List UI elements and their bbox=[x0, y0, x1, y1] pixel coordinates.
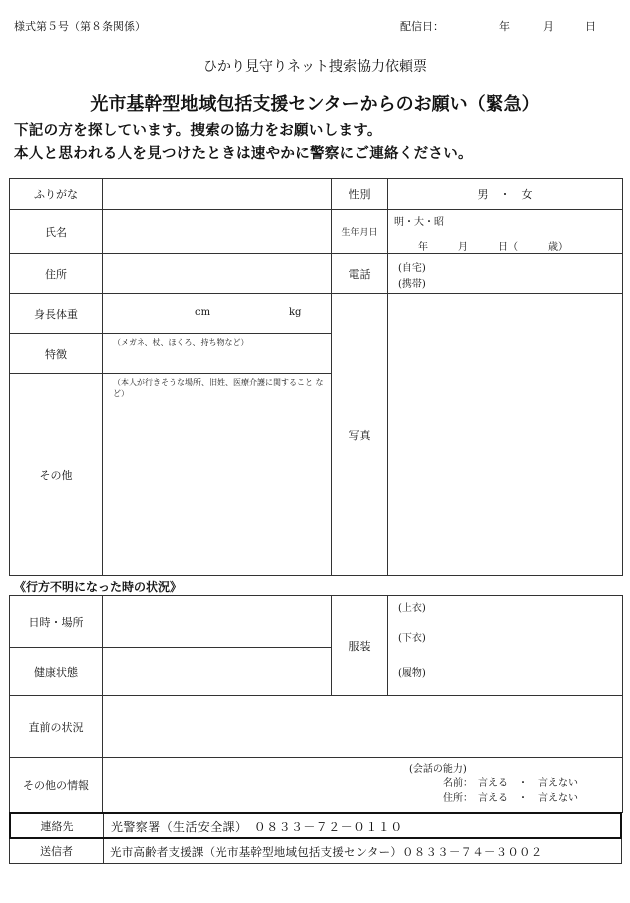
delivery-date-line bbox=[400, 18, 596, 34]
photo-label: 写真 bbox=[332, 294, 388, 576]
address-label: 住所 bbox=[10, 254, 103, 294]
person-table bbox=[9, 178, 623, 576]
form-title: 光市基幹型地域包括支援センターからのお願い（緊急） bbox=[90, 94, 540, 115]
height-weight-field[interactable] bbox=[103, 294, 332, 334]
clothing-top-label: (上衣) bbox=[398, 603, 426, 614]
address-ability[interactable]: 住所： 言える ・ 言えない bbox=[443, 793, 578, 804]
features-hint: （メガネ、杖、ほくろ、持ち物など） bbox=[113, 338, 249, 347]
situation-label: 直前の状況 bbox=[10, 696, 103, 758]
weight-unit: kg bbox=[289, 307, 302, 318]
era-options: 明・大・昭 bbox=[394, 217, 444, 228]
features-label: 特徴 bbox=[10, 334, 103, 374]
lead-line-1: 下記の方を探しています。捜索の協力をお願いします。 bbox=[14, 123, 382, 139]
birthdate-field[interactable] bbox=[388, 210, 623, 254]
birthdate-label: 生年月日 bbox=[332, 210, 388, 254]
other-info-field[interactable] bbox=[103, 758, 623, 813]
day-label: 日 bbox=[585, 20, 596, 33]
sender-label: 送信者 bbox=[40, 845, 73, 858]
height-weight-label: 身長体重 bbox=[10, 294, 103, 334]
form-subtitle: ひかり見守りネット捜索協力依頼票 bbox=[203, 59, 427, 75]
datetime-place-label: 日時・場所 bbox=[10, 596, 103, 648]
photo-area[interactable] bbox=[388, 294, 623, 576]
situation-field[interactable] bbox=[103, 696, 623, 758]
missing-section-title: 《行方不明になった時の状況》 bbox=[14, 580, 183, 594]
birthdate-units: 年 月 日（ 歳） bbox=[418, 242, 568, 253]
lead-line-2: 本人と思われる人を見つけたときは速やかに警察にご連絡ください。 bbox=[14, 146, 473, 162]
other-info-label: その他の情報 bbox=[10, 758, 103, 813]
contact-row bbox=[9, 812, 622, 839]
missing-table bbox=[9, 595, 623, 813]
conversation-label: (会話の能力) bbox=[409, 764, 467, 775]
year-label: 年 bbox=[499, 20, 510, 33]
phone-field[interactable] bbox=[388, 254, 623, 294]
health-field[interactable] bbox=[103, 648, 332, 696]
delivery-date-label: 配信日： bbox=[400, 20, 444, 33]
clothing-label: 服装 bbox=[332, 596, 388, 696]
contact-label: 連絡先 bbox=[40, 819, 74, 833]
phone-label: 電話 bbox=[332, 254, 388, 294]
clothing-shoes-label: (履物) bbox=[398, 668, 426, 679]
furigana-field[interactable] bbox=[103, 179, 332, 210]
other-hint: （本人が行きそうな場所、旧姓、医療介護に関すること など） bbox=[113, 378, 324, 398]
name-label: 氏名 bbox=[10, 210, 103, 254]
sender-row bbox=[9, 839, 622, 864]
sender-value: 光市高齢者支援課（光市基幹型地域包括支援センター）０８３３－７４－３００２ bbox=[110, 845, 543, 859]
contact-value: 光警察署（生活安全課） ０８３３－７２－０１１０ bbox=[111, 820, 403, 834]
name-ability[interactable]: 名前： 言える ・ 言えない bbox=[443, 778, 578, 789]
features-field[interactable] bbox=[103, 334, 332, 374]
phone-mobile-label: (携帯) bbox=[398, 279, 426, 290]
health-label: 健康状態 bbox=[10, 648, 103, 696]
gender-options[interactable]: 男 ・ 女 bbox=[388, 179, 623, 210]
clothing-field[interactable] bbox=[388, 596, 623, 696]
month-label: 月 bbox=[543, 20, 554, 33]
form-number: 様式第５号（第８条関係） bbox=[14, 20, 146, 33]
phone-home-label: (自宅) bbox=[398, 263, 426, 274]
furigana-label: ふりがな bbox=[10, 179, 103, 210]
other-label: その他 bbox=[10, 374, 103, 576]
name-field[interactable] bbox=[103, 210, 332, 254]
datetime-place-field[interactable] bbox=[103, 596, 332, 648]
gender-label: 性別 bbox=[332, 179, 388, 210]
other-field[interactable] bbox=[103, 374, 332, 576]
height-unit: cm bbox=[195, 307, 211, 318]
address-field[interactable] bbox=[103, 254, 332, 294]
clothing-bottom-label: (下衣) bbox=[398, 633, 426, 644]
